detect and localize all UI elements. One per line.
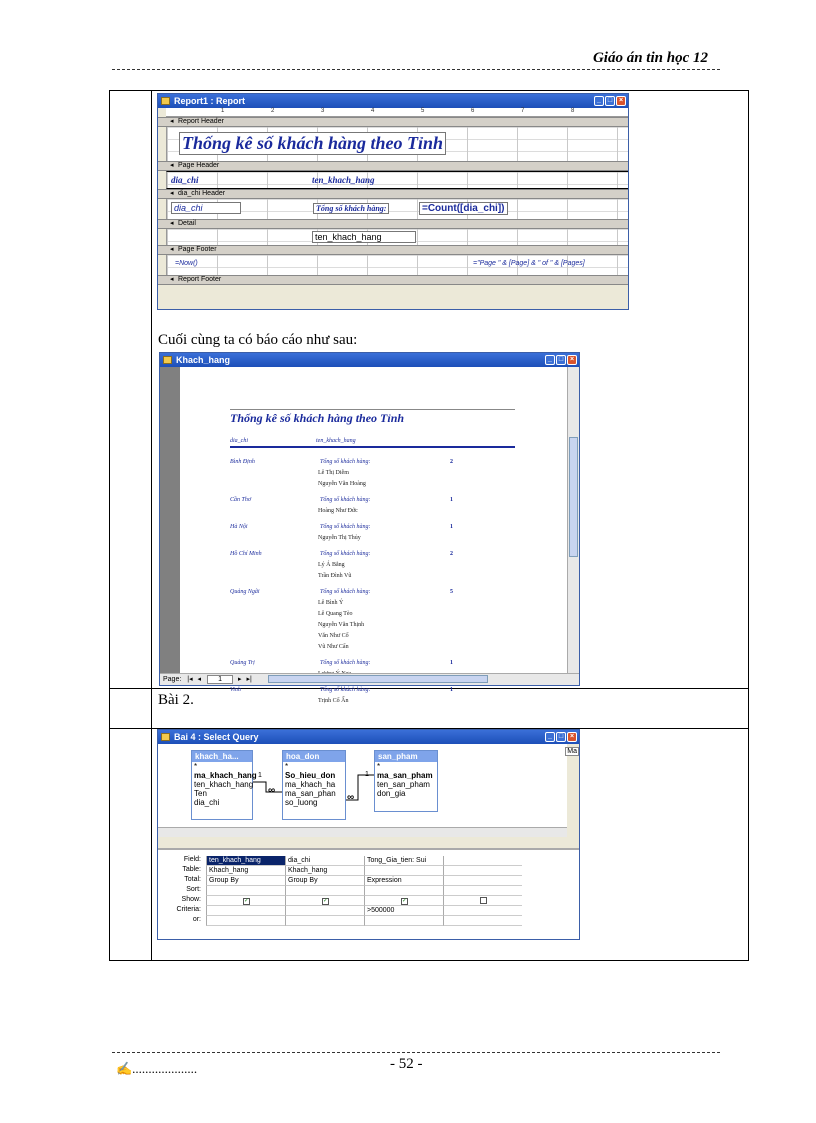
- report-design-window[interactable]: [157, 93, 629, 310]
- table-field[interactable]: *: [377, 762, 381, 771]
- table-name: hoa_don: [283, 751, 345, 762]
- table-name: san_pham: [375, 751, 437, 762]
- grid-row: [158, 896, 579, 906]
- preview-col-ten-khach-hang: ten_khach_hang: [316, 438, 356, 444]
- customer-name: Lê Quang Tèo: [318, 611, 353, 617]
- prev-page-icon[interactable]: ◂: [197, 676, 202, 683]
- table-row-divider: [110, 688, 748, 689]
- report-header-section[interactable]: [166, 127, 628, 161]
- grid-cell[interactable]: dia_chi: [285, 856, 364, 866]
- close-icon[interactable]: ×: [567, 355, 577, 365]
- group-count: 1: [450, 497, 453, 503]
- detail-section[interactable]: [166, 229, 628, 245]
- maximize-icon[interactable]: □: [556, 355, 566, 365]
- group-count-label: Tổng số khách hàng:: [320, 660, 371, 666]
- maximize-icon[interactable]: □: [605, 96, 615, 106]
- grid-cell[interactable]: Tong_Gia_tien: Sui: [364, 856, 443, 866]
- report-footer-bar[interactable]: ◂ Report Footer: [158, 275, 628, 285]
- grid-cell[interactable]: [206, 886, 285, 896]
- group-count-label: Tổng số khách hàng:: [320, 497, 371, 503]
- page-header-title: Giáo án tin học 12: [592, 50, 708, 66]
- grid-cell[interactable]: [443, 906, 522, 916]
- table-field[interactable]: *: [285, 762, 289, 771]
- group-count: 1: [450, 524, 453, 530]
- detail-field-textbox[interactable]: ten_khach_hang: [312, 231, 416, 243]
- count-label[interactable]: Tổng số khách hàng:: [313, 203, 389, 214]
- group-place: Hồ Chí Minh: [230, 551, 262, 557]
- group-count: 2: [450, 551, 453, 557]
- horizontal-ruler: 1 2 3 4 5 6 7 8: [166, 108, 628, 117]
- show-checkbox[interactable]: ✓: [323, 898, 329, 904]
- table-field[interactable]: ma_khach_hang: [194, 771, 257, 780]
- footer-page-textbox[interactable]: ="Page " & [Page] & " of " & [Pages]: [473, 260, 585, 267]
- header-divider: [112, 69, 720, 70]
- grid-cell[interactable]: [285, 916, 364, 926]
- customer-name: Lê Bình Ý: [318, 600, 344, 606]
- group-header-bar[interactable]: ◂ dia_chi Header: [158, 189, 628, 199]
- report-title-label[interactable]: Thống kê số khách hàng theo Tỉnh: [179, 132, 446, 155]
- title-rule: [230, 409, 515, 410]
- grid-cell[interactable]: [285, 886, 364, 896]
- report-header-bar[interactable]: ◂ Report Header: [158, 117, 628, 127]
- group-place: Quảng Ngãi: [230, 589, 260, 595]
- grid-cell[interactable]: ten_khach_hang: [206, 856, 285, 866]
- group-field-textbox[interactable]: dia_chi: [171, 202, 241, 214]
- grid-row: [158, 906, 579, 916]
- customer-name: Lý Á Bằng: [318, 562, 345, 568]
- vertical-scrollbar[interactable]: [567, 367, 579, 673]
- page-header-section[interactable]: [166, 171, 628, 189]
- scroll-thumb[interactable]: [569, 437, 578, 557]
- next-page-icon[interactable]: ▸: [237, 676, 242, 683]
- rel-one-2: 1: [365, 771, 369, 778]
- page-header-bar[interactable]: ◂ Page Header: [158, 161, 628, 171]
- table-field[interactable]: ma_san_phan: [285, 789, 336, 798]
- footer-notes: ✍....................: [116, 1061, 198, 1076]
- last-page-icon[interactable]: ▸|: [246, 676, 252, 683]
- customer-name: Hoàng Như Đức: [318, 508, 358, 514]
- table-field[interactable]: ma_khach_ha: [285, 780, 336, 789]
- pane-scrollbar[interactable]: [158, 827, 567, 837]
- window-titlebar[interactable]: [160, 353, 579, 367]
- group-count-label: Tổng số khách hàng:: [320, 524, 371, 530]
- first-page-icon[interactable]: |◂: [187, 676, 193, 683]
- exercise-2-label: Bài 2.: [158, 692, 194, 708]
- group-count: 2: [450, 459, 453, 465]
- grid-cell[interactable]: [364, 866, 443, 876]
- table-field[interactable]: ten_khach_hang: [194, 780, 254, 789]
- grid-row-label: Criteria:: [176, 906, 201, 913]
- side-label: Ma: [567, 748, 577, 755]
- customer-name: Nguyễn Văn Hoàng: [318, 481, 366, 487]
- grid-row: [158, 866, 579, 876]
- table-field[interactable]: ten_san_pham: [377, 780, 430, 789]
- group-header-section[interactable]: [166, 199, 628, 219]
- table-field[interactable]: So_hieu_don: [285, 771, 336, 780]
- group-count-label: Tổng số khách hàng:: [320, 687, 371, 693]
- group-count: 5: [450, 589, 453, 595]
- grid-row-label: Show:: [181, 896, 201, 903]
- window-title: Bai 4 : Select Query: [174, 732, 259, 742]
- hscroll-thumb[interactable]: [268, 675, 488, 683]
- table-field[interactable]: so_luong: [285, 798, 318, 807]
- grid-cell[interactable]: [364, 916, 443, 926]
- window-title: Khach_hang: [176, 355, 231, 365]
- grid-cell[interactable]: [364, 886, 443, 896]
- grid-cell[interactable]: [206, 906, 285, 916]
- design-grid[interactable]: [158, 848, 579, 939]
- grid-cell[interactable]: [206, 916, 285, 926]
- grid-row-label: Sort:: [186, 886, 201, 893]
- show-checkbox[interactable]: [480, 897, 487, 904]
- grid-row-label: or:: [192, 916, 201, 923]
- group-place: Quảng Trị: [230, 660, 255, 666]
- grid-cell[interactable]: [206, 896, 285, 906]
- navigation-bar: [160, 673, 579, 685]
- group-place: Hà Nội: [230, 524, 248, 530]
- customer-name: Trần Đình Vũ: [318, 573, 352, 579]
- grid-cell[interactable]: Expression: [364, 876, 443, 886]
- customer-name: Văn Như Cố: [318, 633, 349, 639]
- group-count-label: Tổng số khách hàng:: [320, 459, 371, 465]
- page-footer-bar[interactable]: ◂ Page Footer: [158, 245, 628, 255]
- grid-cell[interactable]: [443, 866, 522, 876]
- header-rule: [230, 446, 515, 448]
- table-field[interactable]: Ten: [194, 789, 207, 798]
- table-name: khach_ha...: [192, 751, 252, 762]
- minimize-icon[interactable]: _: [545, 732, 555, 742]
- page-number: - 52 -: [390, 1056, 423, 1072]
- report-icon: [161, 97, 170, 105]
- grid-cell[interactable]: Khach_hang: [206, 866, 285, 876]
- grid-row: [158, 876, 579, 886]
- customer-name: Nguyễn Thị Thủy: [318, 535, 361, 541]
- grid-cell[interactable]: >500000: [364, 906, 443, 916]
- grid-row: [158, 916, 579, 926]
- grid-cell[interactable]: [443, 876, 522, 886]
- grid-cell[interactable]: Group By: [206, 876, 285, 886]
- footer-now-textbox[interactable]: =Now(): [175, 260, 198, 267]
- group-count-label: Tổng số khách hàng:: [320, 589, 371, 595]
- grid-cell[interactable]: [364, 896, 443, 906]
- grid-cell[interactable]: [285, 906, 364, 916]
- grid-cell[interactable]: [285, 896, 364, 906]
- show-checkbox[interactable]: ✓: [244, 898, 250, 904]
- minimize-icon[interactable]: _: [545, 355, 555, 365]
- grid-cell[interactable]: [443, 886, 522, 896]
- customer-name: Trịnh Cổ Ẩn: [318, 698, 349, 704]
- rel-many-1: ∞: [268, 785, 276, 796]
- report-page: [180, 367, 567, 704]
- grid-row: [158, 886, 579, 896]
- page-header-field-ten-khach-hang[interactable]: ten_khach_hang: [312, 175, 375, 185]
- page-number-box[interactable]: 1: [207, 675, 233, 684]
- detail-bar[interactable]: ◂ Detail: [158, 219, 628, 229]
- group-count-label: Tổng số khách hàng:: [320, 551, 371, 557]
- grid-row-label: Field:: [183, 856, 201, 863]
- window-title: Report1 : Report: [174, 96, 246, 106]
- close-icon[interactable]: ×: [616, 96, 626, 106]
- close-icon[interactable]: ×: [567, 732, 577, 742]
- customer-name: Lê Thị Diễm: [318, 470, 349, 476]
- customer-name: Nguyễn Văn Thịnh: [318, 622, 365, 628]
- group-place: Bình Định: [230, 459, 255, 465]
- page-footer-section[interactable]: [166, 255, 628, 275]
- grid-cell[interactable]: Group By: [285, 876, 364, 886]
- window-titlebar[interactable]: [158, 94, 628, 108]
- footer-divider: [112, 1052, 720, 1053]
- count-expression-textbox[interactable]: =Count([dia_chi]): [419, 202, 508, 215]
- group-place: Vinh: [230, 687, 241, 693]
- group-count: 1: [450, 687, 453, 693]
- customer-name: Vũ Như Cẩn: [318, 644, 349, 650]
- preview-title: Thống kê số khách hàng theo Tỉnh: [230, 411, 405, 425]
- page-label: Page:: [163, 676, 182, 683]
- select-query-window[interactable]: [157, 729, 580, 940]
- page-header-field-dia-chi[interactable]: dia_chi: [171, 175, 199, 185]
- table-field[interactable]: ma_san_pham: [377, 771, 433, 780]
- maximize-icon[interactable]: □: [556, 732, 566, 742]
- preview-col-dia-chi: dia_chi: [230, 438, 248, 444]
- grid-cell[interactable]: Khach_hang: [285, 866, 364, 876]
- table-field[interactable]: dia_chi: [194, 798, 220, 807]
- table-column-divider: [151, 91, 152, 960]
- rel-many-2: ∞: [347, 792, 355, 803]
- caption-final-report: Cuối cùng ta có báo cáo như sau:: [158, 332, 358, 348]
- grid-cell[interactable]: [443, 856, 522, 866]
- rel-one-1: 1: [258, 772, 262, 779]
- group-count: 1: [450, 660, 453, 666]
- grid-cell[interactable]: [443, 896, 522, 906]
- grid-row-label: Table:: [182, 866, 201, 873]
- report-icon: [163, 356, 172, 364]
- show-checkbox[interactable]: ✓: [402, 898, 408, 904]
- minimize-icon[interactable]: _: [594, 96, 604, 106]
- grid-cell[interactable]: [443, 916, 522, 926]
- table-field[interactable]: don_gia: [377, 789, 406, 798]
- group-place: Cần Thơ: [230, 497, 252, 503]
- grid-row-label: Total:: [184, 876, 201, 883]
- grid-row: [158, 856, 579, 866]
- table-field[interactable]: *: [194, 762, 198, 771]
